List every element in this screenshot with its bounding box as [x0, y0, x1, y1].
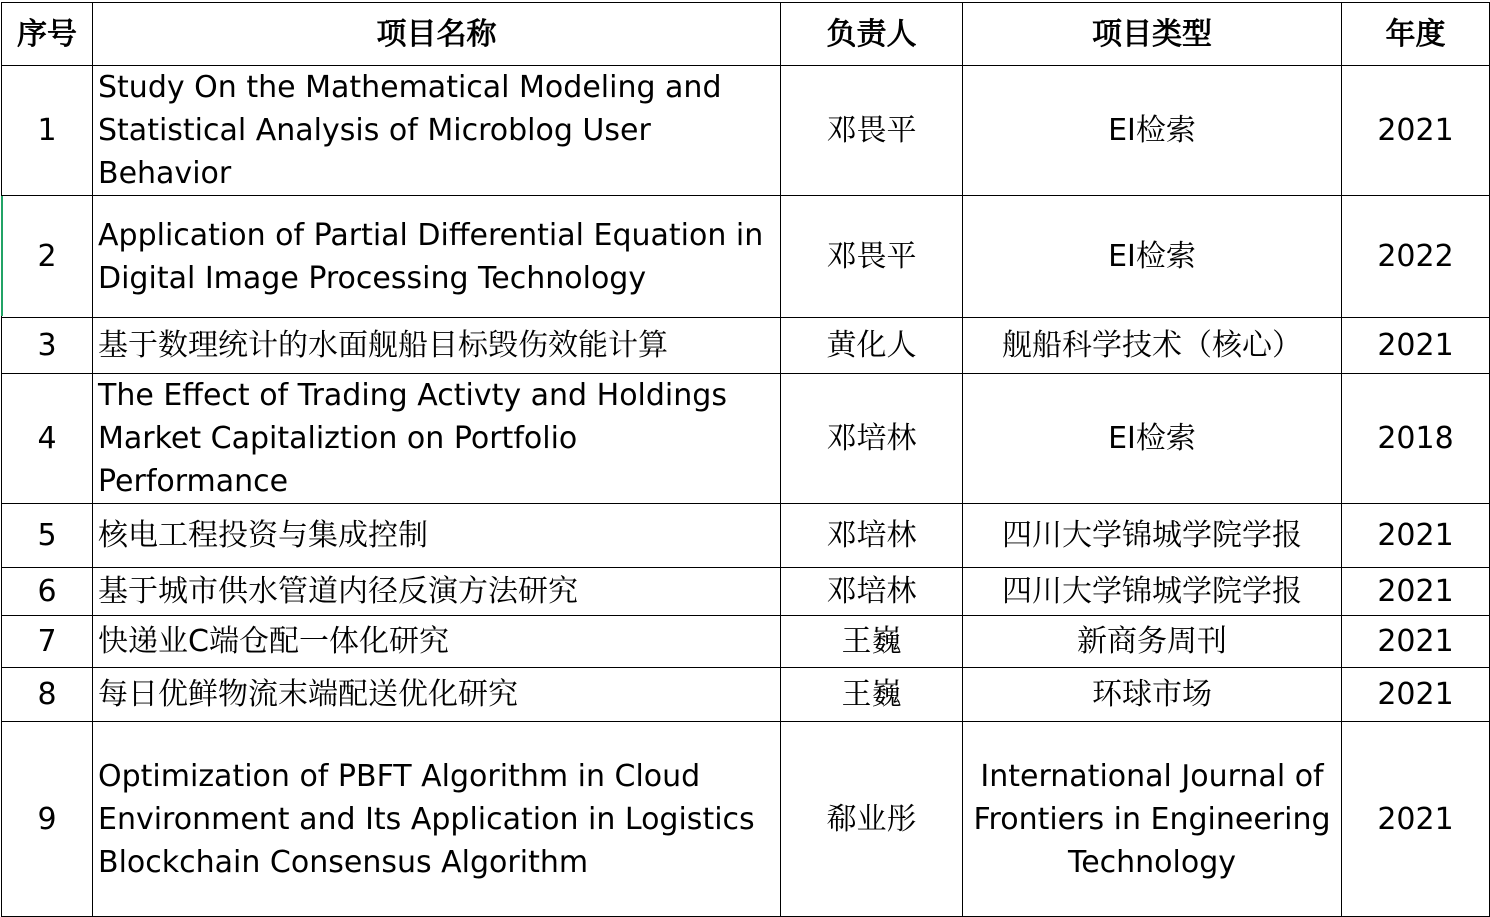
table-row — [2, 616, 1490, 668]
cell-index[interactable]: 2 — [2, 196, 93, 318]
cell-type[interactable]: 四川大学锦城学院学报 — [963, 568, 1342, 616]
cell-index[interactable]: 5 — [2, 504, 93, 568]
cell-owner[interactable]: 王巍 — [781, 668, 963, 722]
cell-type[interactable]: EI检索 — [963, 374, 1342, 504]
cell-owner[interactable]: 郗业彤 — [781, 722, 963, 917]
cell-selection-indicator — [1, 196, 3, 316]
cell-year[interactable]: 2021 — [1342, 616, 1490, 668]
cell-index[interactable]: 3 — [2, 318, 93, 374]
cell-type[interactable]: International Journal of Frontiers in Engineering Technology — [963, 722, 1342, 917]
cell-year[interactable]: 2021 — [1342, 722, 1490, 917]
cell-owner[interactable]: 黄化人 — [781, 318, 963, 374]
cell-index[interactable]: 6 — [2, 568, 93, 616]
cell-name[interactable]: 每日优鲜物流末端配送优化研究 — [93, 668, 781, 722]
header-owner[interactable]: 负责人 — [781, 3, 963, 66]
cell-owner[interactable]: 邓畏平 — [781, 196, 963, 318]
cell-year[interactable]: 2022 — [1342, 196, 1490, 318]
cell-type[interactable]: 环球市场 — [963, 668, 1342, 722]
cell-index[interactable]: 7 — [2, 616, 93, 668]
cell-owner[interactable]: 邓畏平 — [781, 66, 963, 196]
table-row — [2, 318, 1490, 374]
cell-name[interactable]: 核电工程投资与集成控制 — [93, 504, 781, 568]
cell-type[interactable]: 新商务周刊 — [963, 616, 1342, 668]
cell-name[interactable]: The Effect of Trading Activty and Holdings Market Capitaliztion on Portfolio Performance — [93, 374, 781, 504]
cell-type[interactable]: EI检索 — [963, 196, 1342, 318]
header-index[interactable]: 序号 — [2, 3, 93, 66]
table-row — [2, 668, 1490, 722]
cell-name[interactable]: Study On the Mathematical Modeling and Statistical Analysis of Microblog User Behavior — [93, 66, 781, 196]
cell-index[interactable]: 8 — [2, 668, 93, 722]
table-row — [2, 568, 1490, 616]
cell-year[interactable]: 2021 — [1342, 66, 1490, 196]
cell-name[interactable]: 快递业C端仓配一体化研究 — [93, 616, 781, 668]
header-year[interactable]: 年度 — [1342, 3, 1490, 66]
cell-type[interactable]: 四川大学锦城学院学报 — [963, 504, 1342, 568]
cell-year[interactable]: 2021 — [1342, 668, 1490, 722]
cell-owner[interactable]: 邓培林 — [781, 504, 963, 568]
header-row — [2, 3, 1490, 66]
cell-index[interactable]: 9 — [2, 722, 93, 917]
cell-name[interactable]: Optimization of PBFT Algorithm in Cloud Environment and Its Application in Logistics Blockchain Consensus Algorithm — [93, 722, 781, 917]
cell-owner[interactable]: 王巍 — [781, 616, 963, 668]
table-row — [2, 722, 1490, 917]
table-row — [2, 196, 1490, 318]
cell-type[interactable]: 舰船科学技术（核心） — [963, 318, 1342, 374]
cell-year[interactable]: 2021 — [1342, 318, 1490, 374]
table-row — [2, 374, 1490, 504]
table-row — [2, 504, 1490, 568]
header-type[interactable]: 项目类型 — [963, 3, 1342, 66]
cell-type[interactable]: EI检索 — [963, 66, 1342, 196]
cell-index[interactable]: 1 — [2, 66, 93, 196]
cell-name[interactable]: 基于城市供水管道内径反演方法研究 — [93, 568, 781, 616]
cell-owner[interactable]: 邓培林 — [781, 568, 963, 616]
cell-year[interactable]: 2018 — [1342, 374, 1490, 504]
cell-name[interactable]: 基于数理统计的水面舰船目标毁伤效能计算 — [93, 318, 781, 374]
cell-index[interactable]: 4 — [2, 374, 93, 504]
projects-table — [1, 2, 1490, 917]
cell-owner[interactable]: 邓培林 — [781, 374, 963, 504]
cell-year[interactable]: 2021 — [1342, 568, 1490, 616]
header-name[interactable]: 项目名称 — [93, 3, 781, 66]
table-row — [2, 66, 1490, 196]
cell-name[interactable]: Application of Partial Differential Equation in Digital Image Processing Technology — [93, 196, 781, 318]
cell-year[interactable]: 2021 — [1342, 504, 1490, 568]
